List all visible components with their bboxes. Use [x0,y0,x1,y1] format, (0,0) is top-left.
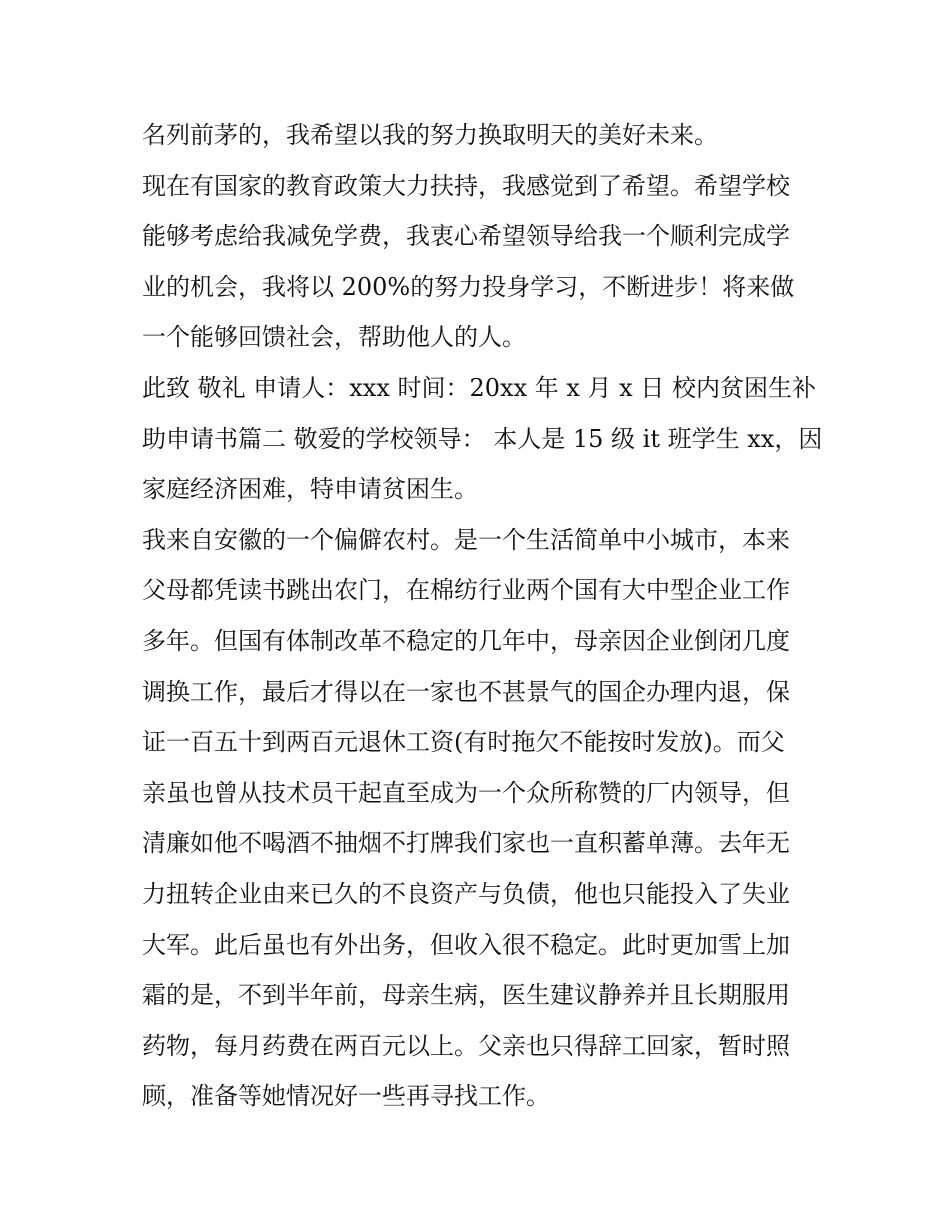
document-body [142,110,822,1122]
text-line: 霜的是，不到半年前，母亲生病，医生建议静养并且长期服用 [142,981,790,1010]
text-line: 助申请书篇二 敬爱的学校领导： 本人是 15 级 it 班学生 xx，因 [142,424,823,453]
text-line: 一个能够回馈社会，帮助他人的人。 [142,323,526,352]
text-line: 父母都凭读书跳出农门，在棉纺行业两个国有大中型企业工作 [142,576,790,605]
text-line: 大军。此后虽也有外出务，但收入很不稳定。此时更加雪上加 [142,930,790,959]
text-line: 家庭经济困难，特申请贫困生。 [142,475,478,504]
text-line: 我来自安徽的一个偏僻农村。是一个生活简单中小城市，本来 [142,525,790,554]
text-line: 此致 敬礼 申请人：xxx 时间：20xx 年 x 月 x 日 校内贫困生补 [142,373,816,402]
text-line: 顾，准备等她情况好一些再寻找工作。 [142,1082,550,1111]
text-line: 能够考虑给我减免学费，我衷心希望领导给我一个顺利完成学 [142,222,790,251]
text-line: 力扭转企业由来已久的不良资产与负债，他也只能投入了失业 [142,879,790,908]
text-line: 药物，每月药费在两百元以上。父亲也只得辞工回家，暂时照 [142,1031,790,1060]
text-line: 业的机会，我将以 200%的努力投身学习，不断进步！将来做 [142,272,795,301]
text-line: 亲虽也曾从技术员干起直至成为一个众所称赞的厂内领导，但 [142,778,790,807]
text-line: 清廉如他不喝酒不抽烟不打牌我们家也一直积蓄单薄。去年无 [142,829,790,858]
text-line: 证一百五十到两百元退休工资(有时拖欠不能按时发放)。而父 [142,728,785,757]
text-line: 现在有国家的教育政策大力扶持，我感觉到了希望。希望学校 [142,171,790,200]
text-line: 调换工作，最后才得以在一家也不甚景气的国企办理内退，保 [142,677,790,706]
text-line: 多年。但国有体制改革不稳定的几年中，母亲因企业倒闭几度 [142,626,790,655]
text-line: 名列前茅的，我希望以我的努力换取明天的美好未来。 [142,121,718,149]
